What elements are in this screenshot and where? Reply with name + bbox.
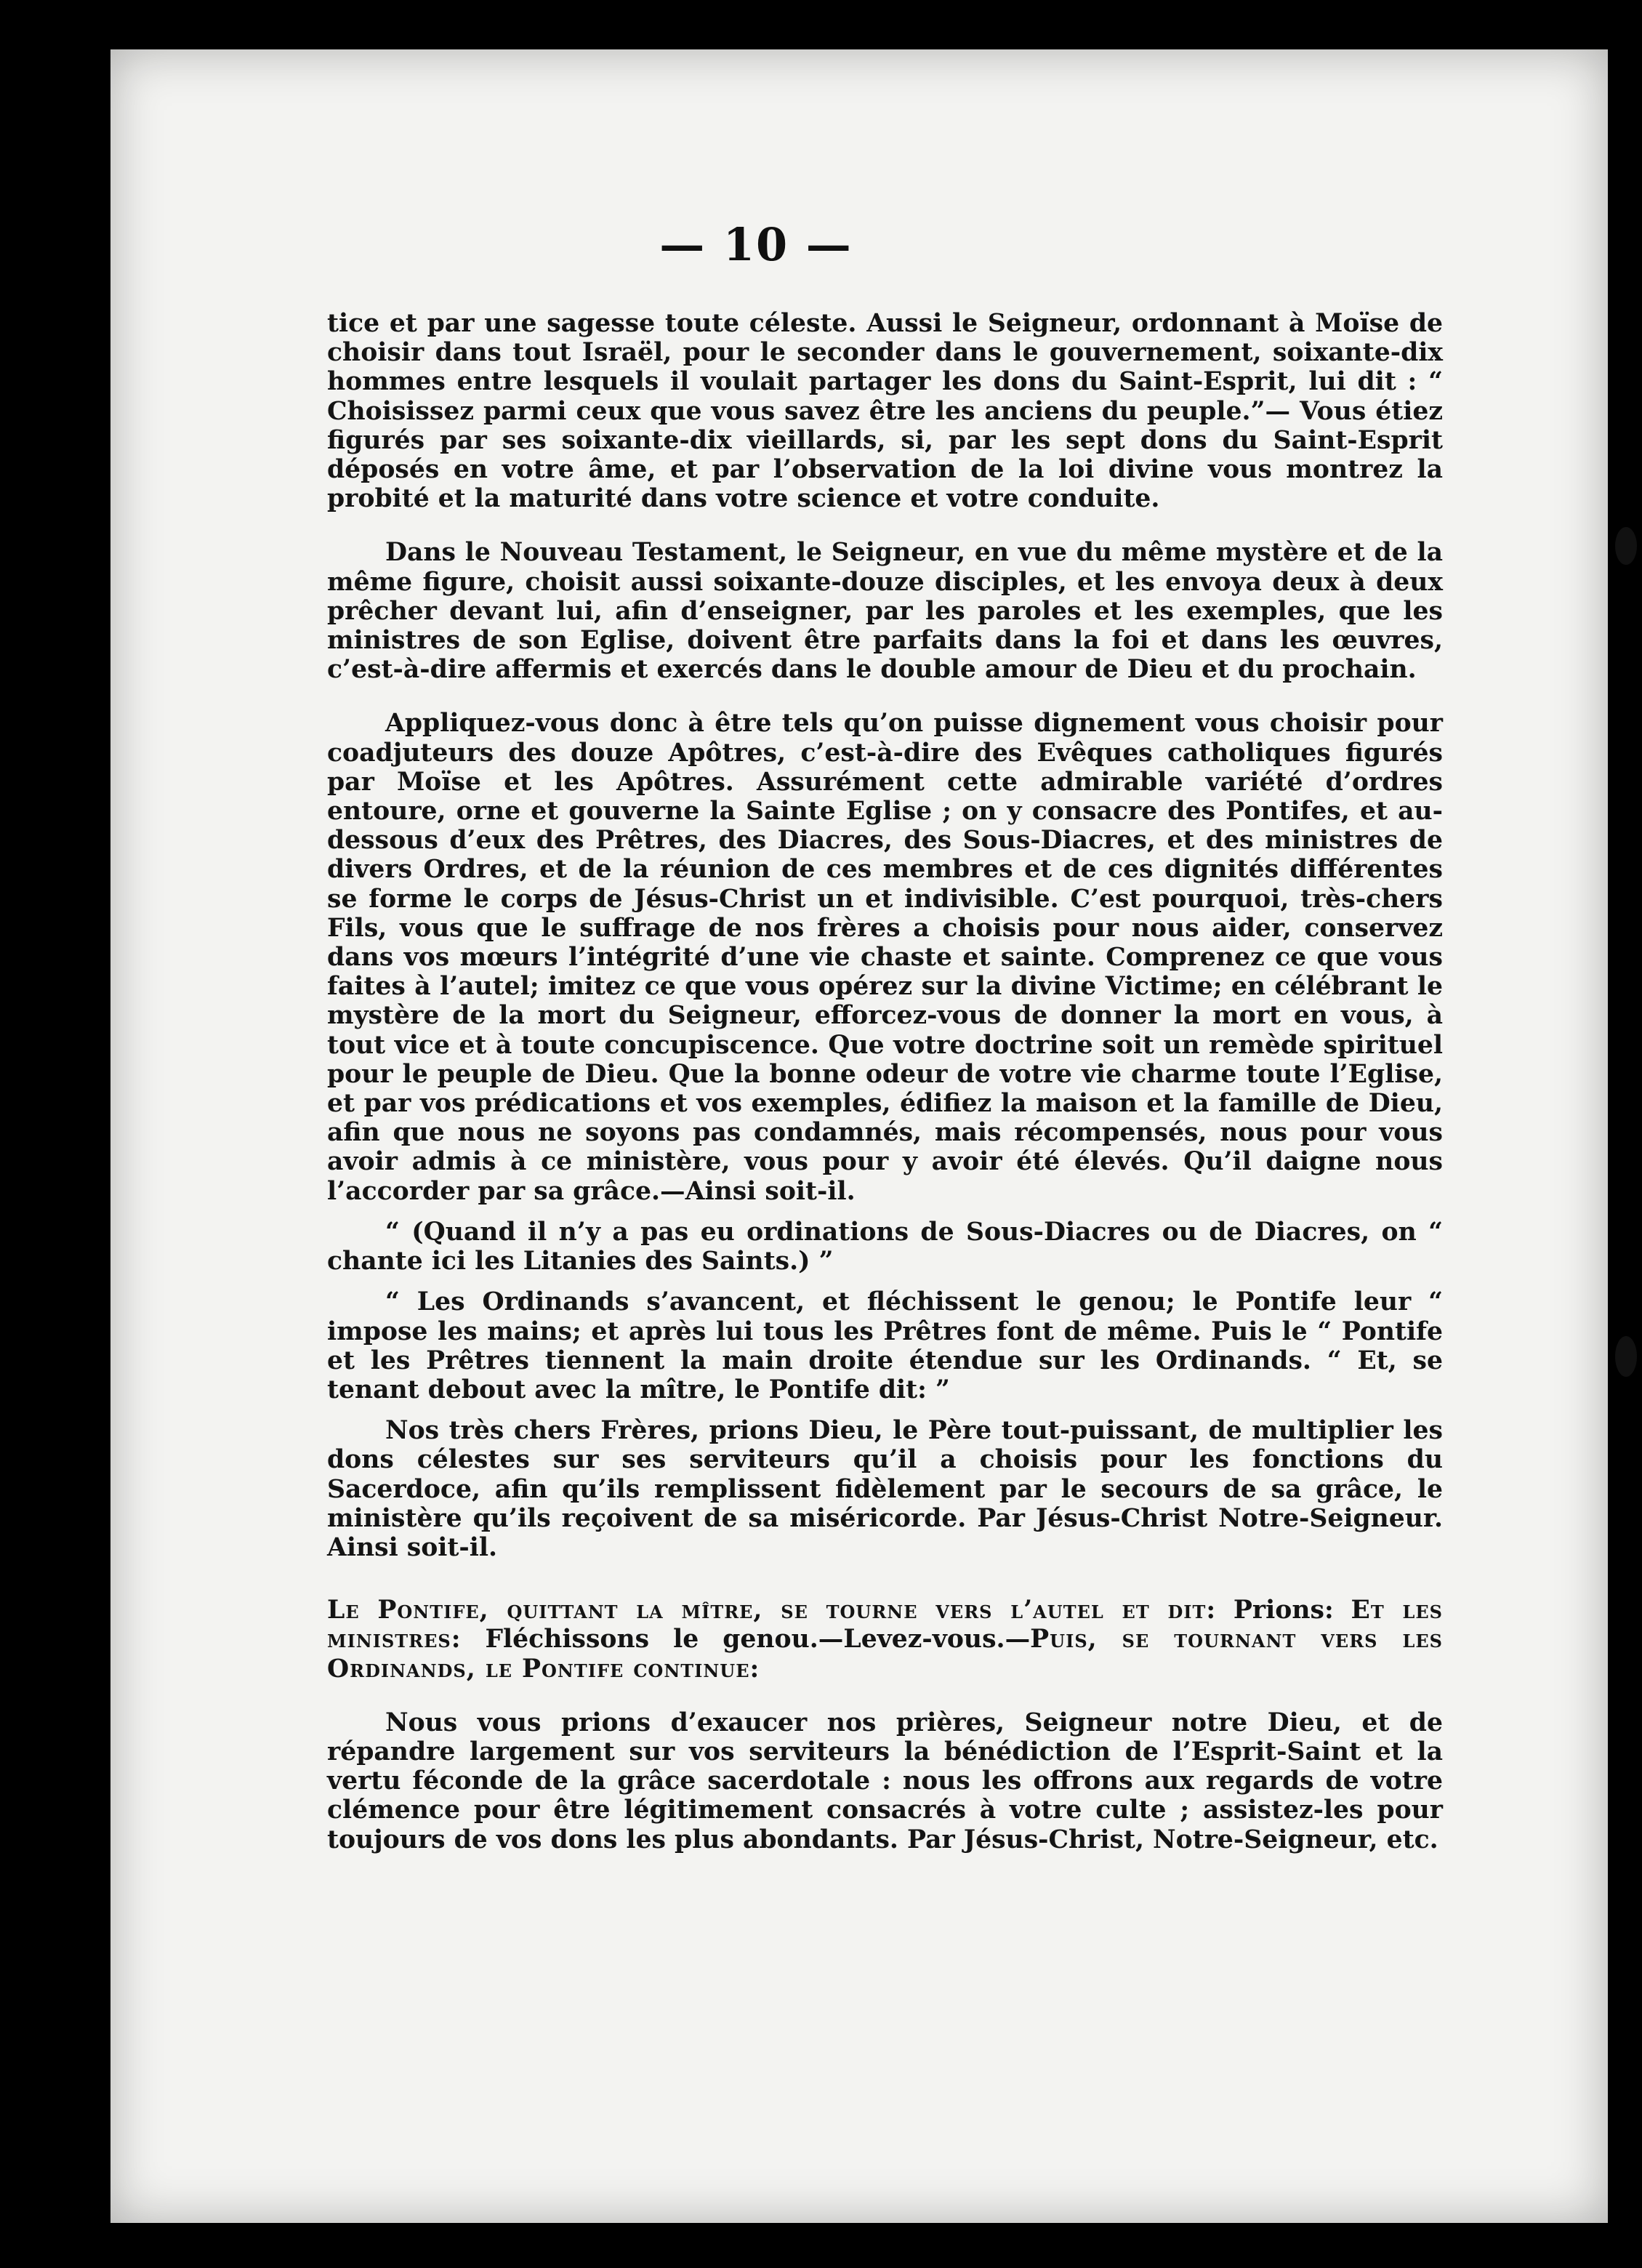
rubric-ministres: Et les ministres:	[327, 1596, 1443, 1654]
paragraph-ordinands-note: “ Les Ordinands s’avancent, et fléchissent le genou; le Pontife leur “ impose les mains; et après lui tous les Prêtres font de même. Puis le “ Pontife et les Prêtres tiennent la main droite étendue sur les Ordinands. “ Et, se tenant debout avec la mître, le Pontife dit: ”	[327, 1287, 1443, 1404]
page-number-dash-left: —	[659, 218, 707, 271]
rubric-pontife: Le Pontife, quittant la mître, se tourne vers l’autel et dit:	[327, 1596, 1217, 1625]
page-number-dash-right: —	[805, 218, 853, 271]
paragraph-continuation: tice et par une sagesse toute céleste. Aussi le Seigneur, ordonnant à Moïse de choisir dans tout Israël, pour le seconder dans le gouvernement, soixante-dix hommes entre lesquels il voulait partager les dons du Saint-Esprit, lui dit : “ Choisissez parmi ceux que vous savez être les anciens du peuple.”— Vous étiez figurés par ses soixante-dix vieillards, si, par les sept dons du Saint-Esprit déposés en votre âme, et par l’observation de la loi divine vous montrez la probité et la maturité dans votre science et votre conduite.	[327, 309, 1443, 514]
page-number-value: 10	[723, 218, 789, 271]
paragraph-prayer-freres: Nos très chers Frères, prions Dieu, le Père tout-puissant, de multiplier les dons célestes sur ses serviteurs qu’il a choisis pour les fonctions du Sacerdoce, afin qu’ils remplissent fidèlement par le secours de sa grâce, le ministère qu’ils reçoivent de sa miséricorde. Par Jésus-Christ Notre-Seigneur. Ainsi soit-il.	[327, 1416, 1443, 1562]
paragraph-final-prayer: Nous vous prions d’exaucer nos prières, Seigneur notre Dieu, et de répandre largement sur vos serviteurs la bénédiction de l’Esprit-Saint et la vertu féconde de la grâce sacerdotale : nous les offrons aux regards de votre clémence pour être légitimement consacrés à votre culte ; assistez-les pour toujours de vos dons les plus abondants. Par Jésus-Christ, Notre-Seigneur, etc.	[327, 1708, 1443, 1854]
rubric-puis: Puis, se tournant vers les Ordinands, le Pontife continue:	[327, 1625, 1443, 1684]
paragraph-litanies-note: “ (Quand il n’y a pas eu ordinations de Sous-Diacres ou de Diacres, on “ chante ici les Litanies des Saints.) ”	[327, 1217, 1443, 1276]
body-text	[327, 309, 1443, 1854]
paragraph-appliquez-vous: Appliquez-vous donc à être tels qu’on puisse dignement vous choisir pour coadjuteurs des douze Apôtres, c’est-à-dire des Evêques catholiques figurés par Moïse et les Apôtres. Assurément cette admirable variété d’ordres entoure, orne et gouverne la Sainte Eglise ; on y consacre des Pontifes, et au-dessous d’eux des Prêtres, des Diacres, des Sous-Diacres, et des ministres de divers Ordres, et de la réunion de ces membres et de ces dignités différentes se forme le corps de Jésus-Christ un et indivisible. C’est pourquoi, très-chers Fils, vous que le suffrage de nos frères a choisis pour nous aider, conservez dans vos mœurs l’intégrité d’une vie chaste et sainte. Comprenez ce que vous faites à l’autel; imitez ce que vous opérez sur la divine Victime; en célébrant le mystère de la mort du Seigneur, efforcez-vous de donner la mort en vous, à tout vice et à toute concupiscence. Que votre doctrine soit un remède spirituel pour le peuple de Dieu. Que la bonne odeur de votre vie charme toute l’Eglise, et par vos prédications et vos exemples, édifiez la maison et la famille de Dieu, afin que nous ne soyons pas condamnés, mais récompensés, nous pour vous avoir admis à ce ministère, vous pour y avoir été élevés. Qu’il daigne nous l’accorder par sa grâce.—Ainsi soit-il.	[327, 709, 1443, 1206]
paragraph-nouveau-testament: Dans le Nouveau Testament, le Seigneur, en vue du même mystère et de la même figure, choisit aussi soixante-douze disciples, et les envoya deux à deux prêcher devant lui, afin d’enseigner, par les paroles et les exemples, que les ministres de son Eglise, doivent être parfaits dans la foi et dans les œuvres, c’est-à-dire affermis et exercés dans le double amour de Dieu et du prochain.	[327, 538, 1443, 685]
rubric-flechissons: Fléchissons le genou.—Levez-vous.—	[461, 1625, 1031, 1654]
binding-hole-mark-upper	[1615, 527, 1637, 565]
binding-hole-mark-lower	[1615, 1336, 1637, 1377]
page-number	[611, 218, 901, 271]
rubric-prions: Prions:	[1216, 1596, 1351, 1625]
rubric-paragraph	[327, 1596, 1443, 1684]
